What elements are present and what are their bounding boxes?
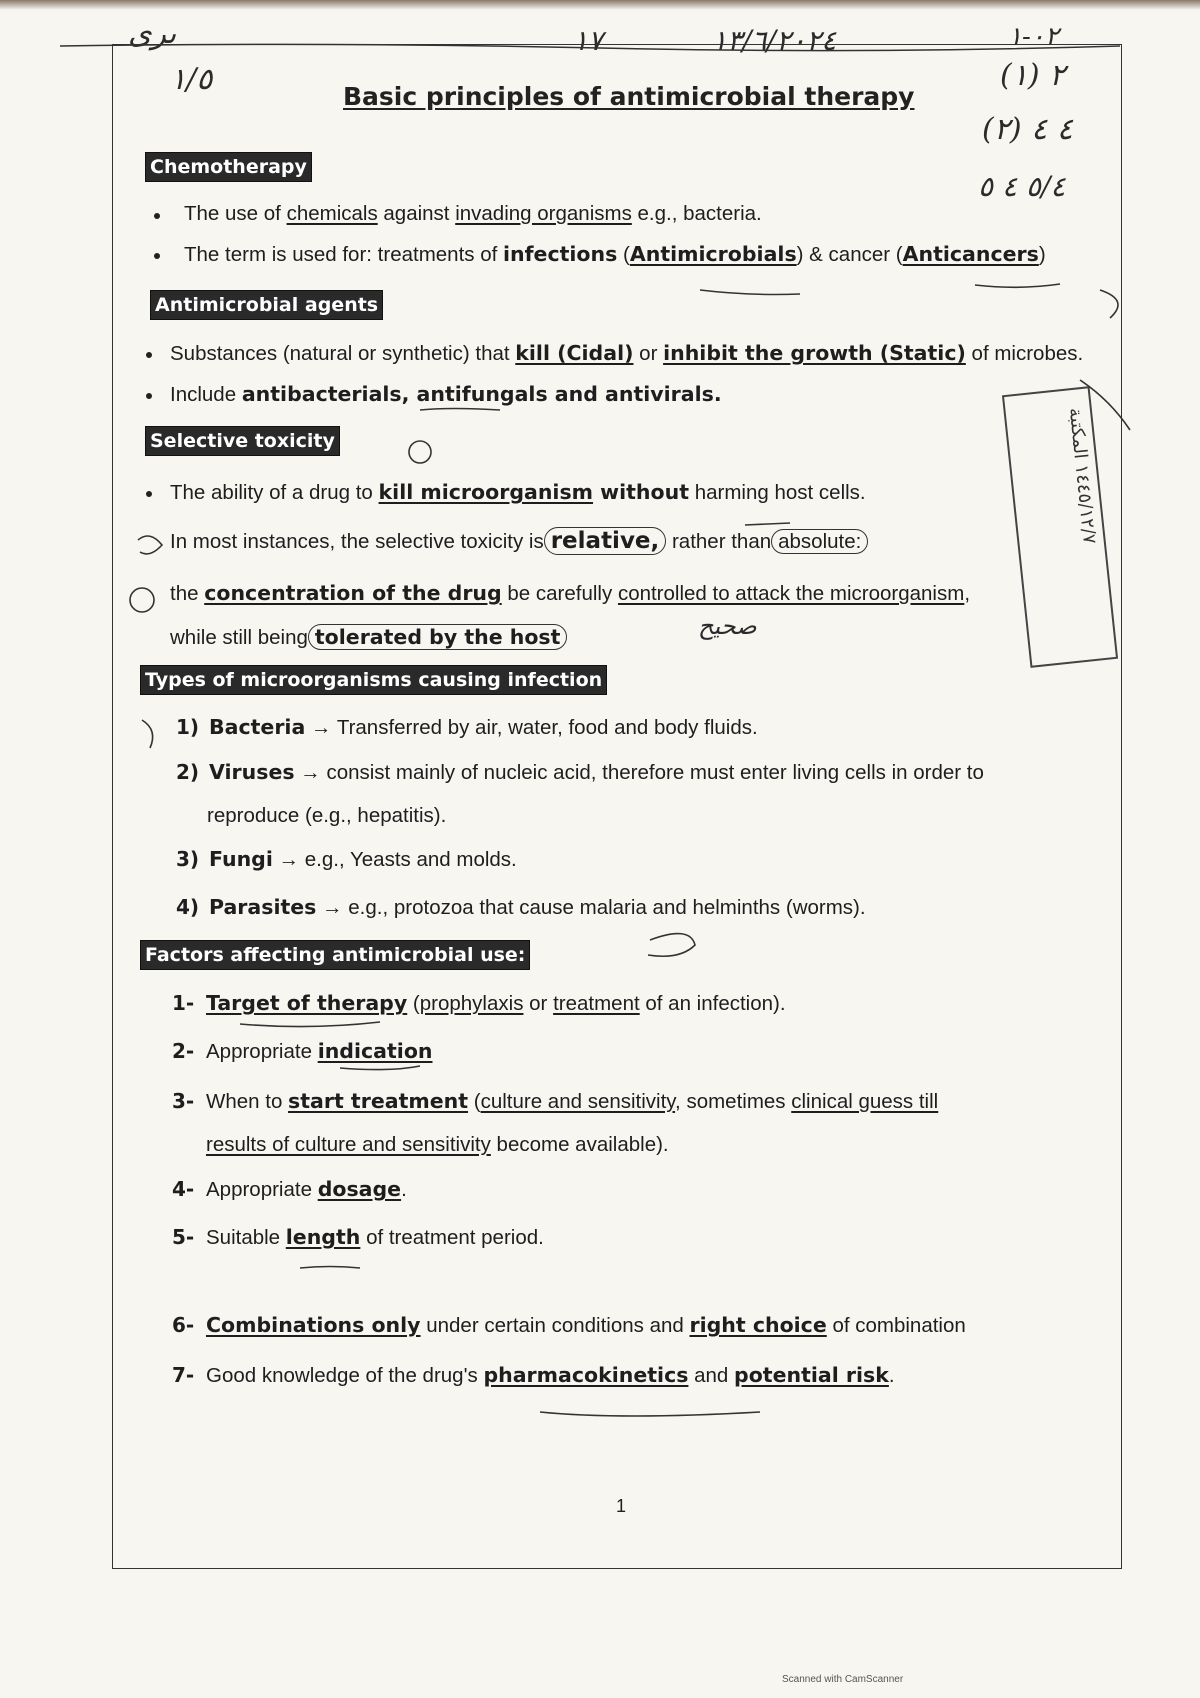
scanner-watermark: Scanned with CamScanner [782, 1674, 904, 1685]
antimicrobial-line-1: Substances (natural or synthetic) that kill (Cidal) or inhibit the growth (Static) of microbes. [170, 341, 1084, 365]
list-number: 2) [176, 760, 200, 784]
list-number: 1) [176, 715, 200, 739]
list-number: 3) [176, 847, 200, 871]
handwritten-note-top-right: ٠٢-١ [1008, 22, 1059, 52]
factor-item-2: Appropriate indication [206, 1039, 433, 1063]
factor-item-6: Combinations only under certain conditions and right choice of combination [206, 1313, 966, 1337]
handwritten-note-right-2: (٢) ٤ ٤ [982, 112, 1073, 147]
section-heading-selective-toxicity: Selective toxicity [145, 426, 340, 456]
handwritten-date: ١٣/٦/٢٠٢٤ [712, 24, 837, 57]
section-heading-antimicrobial-agents: Antimicrobial agents [150, 290, 383, 320]
factor-item-4: Appropriate dosage. [206, 1177, 407, 1201]
list-item-bacteria: Bacteria → Transferred by air, water, food and body fluids. [209, 715, 758, 739]
section-heading-chemotherapy: Chemotherapy [145, 152, 312, 182]
selective-line-2: In most instances, the selective toxicity is relative, rather than absolute: [170, 527, 868, 556]
selective-line-3: the concentration of the drug be carefully controlled to attack the microorganism, [170, 581, 971, 605]
factor-item-1: Target of therapy (prophylaxis or treatment of an infection). [206, 991, 786, 1015]
list-number: 6- [172, 1313, 195, 1337]
list-item-viruses: Viruses → consist mainly of nucleic acid, therefore must enter living cells in order to [209, 760, 984, 784]
page-title: Basic principles of antimicrobial therapy [343, 82, 915, 111]
list-item-parasites: Parasites → e.g., protozoa that cause malaria and helminths (worms). [209, 895, 866, 919]
selective-line-1: The ability of a drug to kill microorganism without harming host cells. [170, 480, 866, 504]
list-number: 4) [176, 895, 200, 919]
list-number: 7- [172, 1363, 195, 1387]
list-number: 1- [172, 991, 195, 1015]
list-number: 4- [172, 1177, 195, 1201]
page-number: 1 [616, 1496, 627, 1516]
list-number: 5- [172, 1225, 195, 1249]
handwritten-note-top-left: ىرى [128, 16, 177, 51]
handwritten-page-fraction: ١/٥ [170, 62, 213, 97]
chemotherapy-line-2: The term is used for: treatments of infections (Antimicrobials) & cancer (Anticancers) [184, 242, 1046, 266]
factor-item-3-continued: results of culture and sensitivity become available). [206, 1133, 669, 1156]
handwritten-note-near-host: صحيح [698, 612, 757, 640]
chemotherapy-line-1: The use of chemicals against invading organisms e.g., bacteria. [184, 202, 762, 225]
section-heading-types-of-microorganisms: Types of microorganisms causing infection [140, 665, 607, 695]
factor-item-7: Good knowledge of the drug's pharmacokinetics and potential risk. [206, 1363, 895, 1387]
list-number: 3- [172, 1089, 195, 1113]
handwritten-note-right-3: ٥/٤ ٤ ٥ [978, 170, 1066, 203]
list-number: 2- [172, 1039, 195, 1063]
handwritten-number: ١٧ [573, 24, 604, 57]
antimicrobial-line-2: Include antibacterials, antifungals and antivirals. [170, 382, 722, 406]
list-item-viruses-continued: reproduce (e.g., hepatitis). [207, 804, 447, 827]
library-stamp: ١٤٤٥/١٢/٧ المكتبة [1002, 386, 1118, 668]
factor-item-5: Suitable length of treatment period. [206, 1225, 544, 1249]
factor-item-3: When to start treatment (culture and sensitivity, sometimes clinical guess till [206, 1089, 939, 1113]
handwritten-note-right-1: (١) ٢ [1000, 58, 1066, 93]
section-heading-factors: Factors affecting antimicrobial use: [140, 940, 530, 970]
selective-line-4: while still being tolerated by the host [170, 623, 567, 652]
list-item-fungi: Fungi → e.g., Yeasts and molds. [209, 847, 517, 871]
